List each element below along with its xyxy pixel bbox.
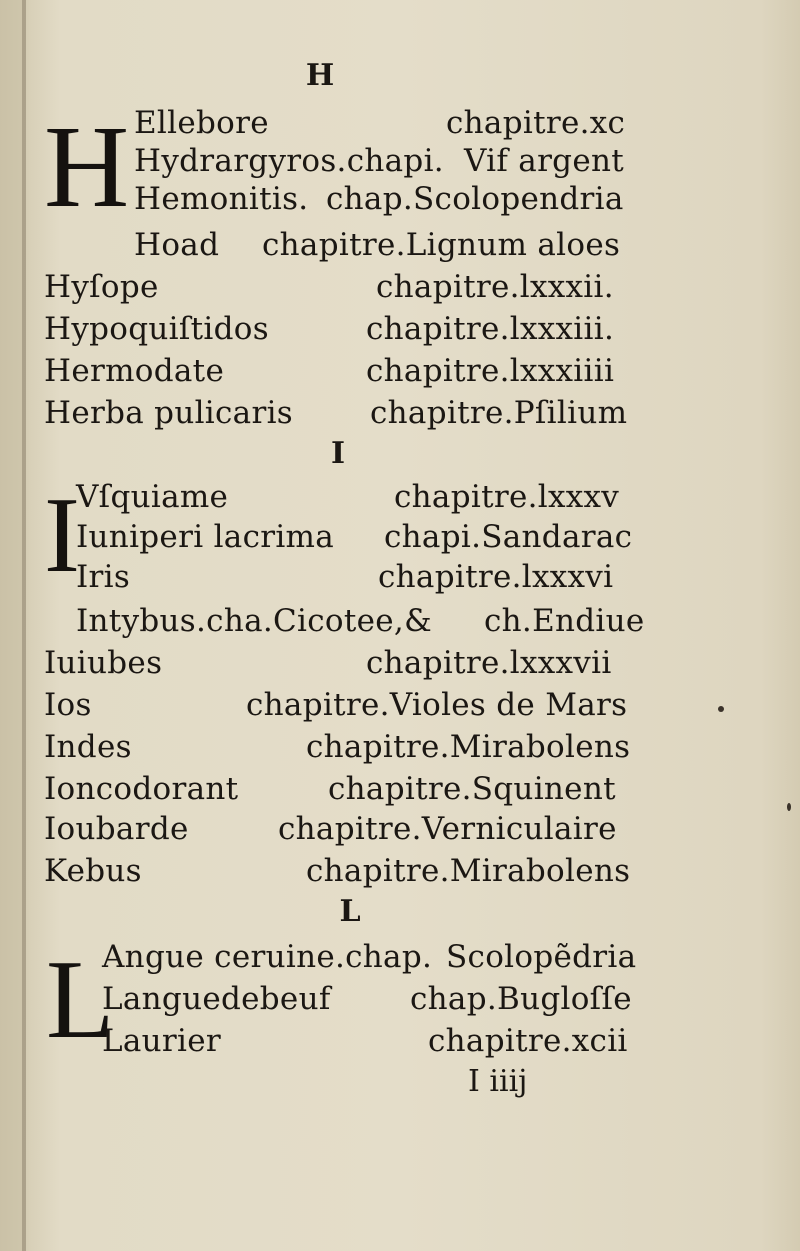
entry-right: chapitre.Mirabolens (306, 853, 631, 889)
entry-right: chap.Scolopendria (326, 181, 624, 217)
entry-right: Scolopẽdria (446, 939, 637, 975)
entry-right: chapitre.Pſilium (370, 395, 628, 431)
entry-right: chapitre.lxxxvii (366, 645, 612, 681)
entry-left: Ios (44, 687, 92, 723)
entry-right: chapitre.Squinent (328, 771, 616, 807)
entry-left: Hydrargyros.chapi. (134, 143, 444, 179)
section-letter-h: H (305, 58, 335, 93)
entry-right: chapitre.Verniculaire (278, 811, 617, 847)
entry-left: Herba pulicaris (44, 395, 294, 431)
section-letter-i: I (330, 436, 346, 471)
entry-left: Vſquiame (76, 479, 229, 515)
entry-left: Kebus (44, 853, 142, 889)
entry-left: Iris (76, 559, 131, 595)
dropcap-h: H (44, 101, 130, 232)
entry-right: chapitre.lxxxiiii (366, 353, 615, 389)
entry-left: Hoad (134, 227, 220, 263)
entry-left: Hemonitis. (134, 181, 309, 217)
entry-right: chapitre.lxxxiii. (366, 311, 615, 347)
entry-left: Laurier (102, 1023, 222, 1059)
entry-right: Vif argent (464, 143, 624, 179)
entry-left: Ellebore (134, 105, 269, 141)
entry-left: Languedebeuf (102, 981, 331, 1017)
entry-right: chapitre.xcii (428, 1023, 628, 1059)
entry-right: chapi.Sandarac (384, 519, 633, 555)
dropcap-l: L (46, 938, 115, 1062)
entry-left: Iuniperi lacrima (76, 519, 335, 555)
entry-right: chapitre.Violes de Mars (246, 687, 628, 723)
signature-mark: I iiij (468, 1064, 528, 1099)
binding-edge (22, 0, 26, 1251)
entry-right: chapitre.lxxxvi (378, 559, 614, 595)
entry-right: chapitre.xc (446, 105, 626, 141)
entry-left: Hypoquiſtidos (44, 311, 269, 347)
entry-right: chapitre.lxxxv (394, 479, 620, 515)
entry-left: Hyſope (44, 269, 159, 305)
entry-right: chap.Bugloſſe (410, 981, 632, 1017)
entry-right: ch.Endiue (484, 603, 645, 639)
entry-left: Intybus.cha.Cicotee,& (76, 603, 432, 639)
entry-left: Ioubarde (44, 811, 189, 847)
ink-speck (787, 803, 791, 811)
entry-left: Iuiubes (44, 645, 163, 681)
entry-right: chapitre.Lignum aloes (262, 227, 621, 263)
section-letter-l: L (339, 894, 361, 929)
binding-shadow (0, 0, 22, 1251)
ink-speck (718, 706, 724, 712)
entry-left: Indes (44, 729, 132, 765)
entry-right: chapitre.Mirabolens (306, 729, 631, 765)
entry-left: Hermodate (44, 353, 225, 389)
entry-left: Angue ceruine.chap. (102, 939, 433, 975)
entry-left: Ioncodorant (44, 771, 239, 807)
entry-right: chapitre.lxxxii. (376, 269, 614, 305)
dropcap-i: I (44, 476, 80, 595)
